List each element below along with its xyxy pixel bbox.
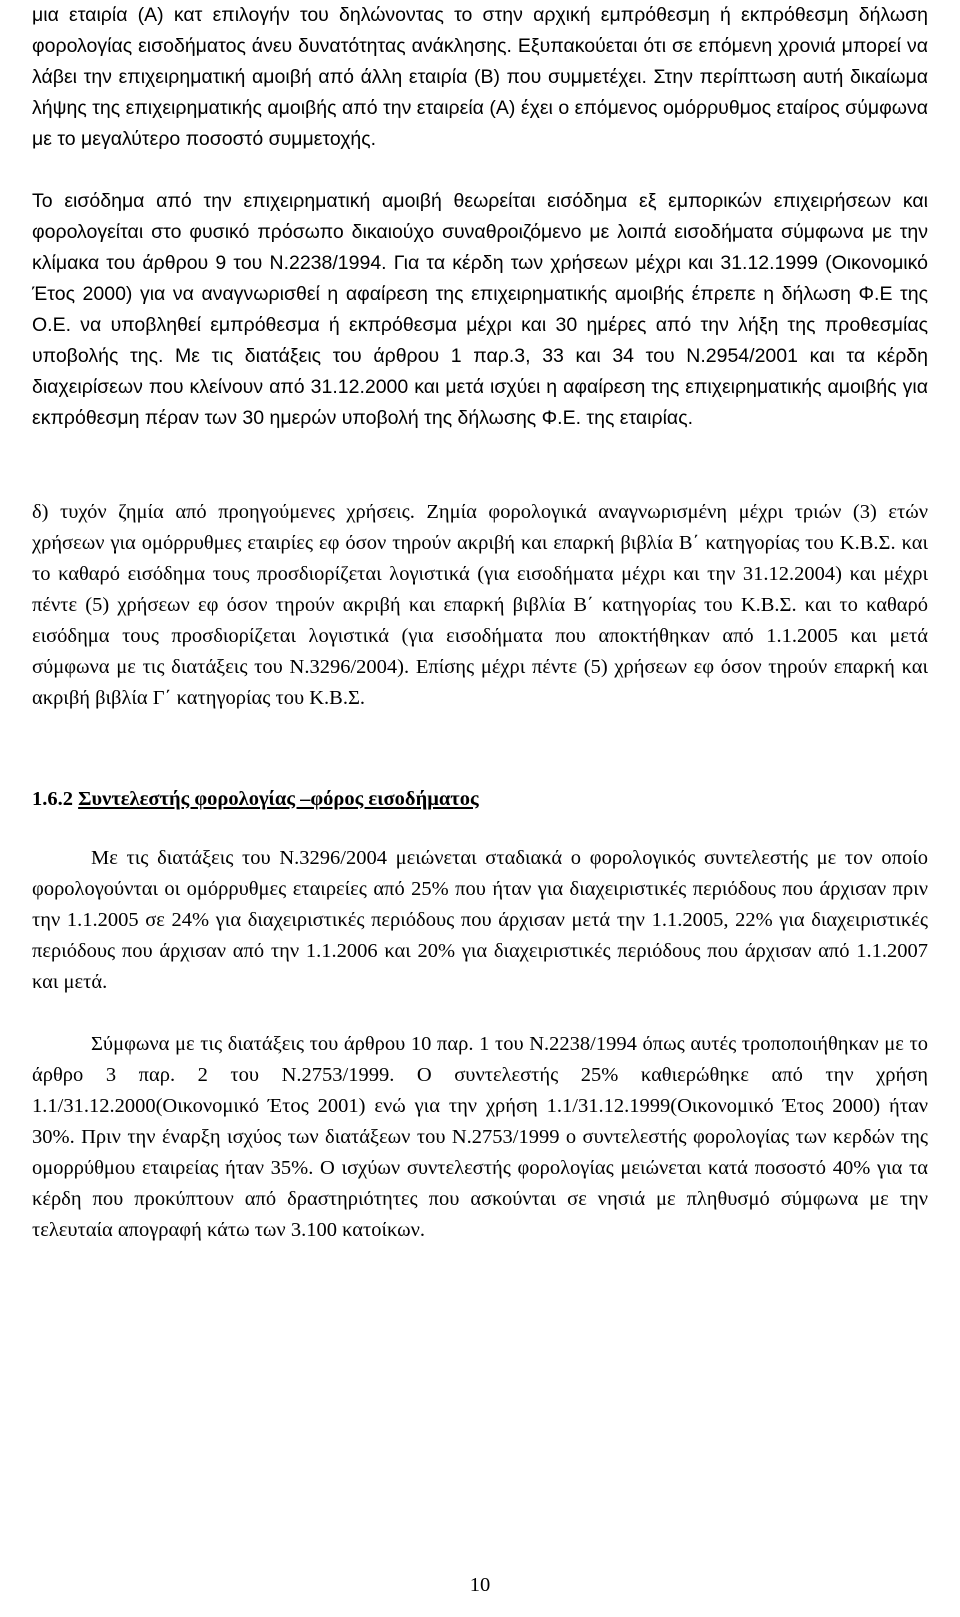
section-heading: [32, 784, 479, 815]
section-title: Συντελεστής φορολογίας –φόρος εισοδήματος: [78, 788, 479, 810]
paragraph-tax-rate-reduction: Με τις διατάξεις του Ν.3296/2004 μειώνεται σταδιακά ο φορολογικός συντελεστής με τον οποίο φορολογούνται οι ομόρρυθμες εταιρείες από 25% που ήταν για διαχειριστικές περιόδους που άρχισαν πριν την 1.1.2005 σε 24% για διαχειριστικές περιόδους που άρχισαν μετά την 1.1.2005, 22% για διαχειριστικές περιόδους που άρχισαν από την 1.1.2006 και 20% για διαχειριστικές περιόδους που άρχισαν από 1.1.2007 και μετά.: [32, 847, 928, 993]
document-page: [32, 0, 928, 1617]
paragraph-business-fee-election: μια εταιρία (Α) κατ επιλογήν του δηλώνοντας το στην αρχική εμπρόθεσμη ή εκπρόθεσμη δήλωση φορολογίας εισοδήματος άνευ δυνατότητας ανάκλησης. Εξυπακούεται ότι σε επόμενη χρονιά μπορεί να λάβει την επιχειρηματική αμοιβή από άλλη εταιρία (Β) που συμμετέχει. Στην περίπτωση αυτή δικαίωμα λήψης της επιχειρηματικής αμοιβής από την εταιρεία (Α) έχει ο επόμενος ομόρρυθμος εταίρος σύμφωνα με το μεγαλύτερο ποσοστό συμμετοχής.: [32, 4, 928, 150]
paragraph-prior-losses: δ) τυχόν ζημία από προηγούμενες χρήσεις. Ζημία φορολογικά αναγνωρισμένη μέχρι τριών (3) ετών χρήσεων για ομόρρυθμες εταιρίες εφ όσον τηρούν ακριβή και επαρκή βιβλία Β΄ κατηγορίας του Κ.Β.Σ. και το καθαρό εισόδημα τους προσδιορίζεται λογιστικά (για εισοδήματα μέχρι και την 31.12.2004) και μέχρι πέντε (5) χρήσεων εφ όσον τηρούν ακριβή και επαρκή βιβλία Β΄ κατηγορίας του Κ.Β.Σ. και το καθαρό εισόδημα τους προσδιορίζεται λογιστικά (για εισοδήματα που αποκτήθηκαν από 1.1.2005 και μετά σύμφωνα με τις διατάξεις του Ν.3296/2004). Επίσης μέχρι πέντε (5) χρήσεων εφ όσον τηρούν επαρκή και ακριβή βιβλία Γ΄ κατηγορίας του Κ.Β.Σ.: [32, 501, 928, 709]
section-number: 1.6.2: [32, 788, 73, 810]
paragraph-tax-rate-history: Σύμφωνα με τις διατάξεις του άρθρου 10 παρ. 1 του Ν.2238/1994 όπως αυτές τροποποιήθηκαν με το άρθρο 3 παρ. 2 του Ν.2753/1999. Ο συντελεστής 25% καθιερώθηκε από την χρήση 1.1/31.12.2000(Οικονομικό Έτος 2001) ενώ για την χρήση 1.1/31.12.1999(Οικονομικό Έτος 2000) ήταν 30%. Πριν την έναρξη ισχύος των διατάξεων του Ν.2753/1999 ο συντελεστής φορολογίας των κερδών της ομορρύθμου εταιρείας ήταν 35%. Ο ισχύων συντελεστής φορολογίας μειώνεται κατά ποσοστό 40% για τα κέρδη που προκύπτουν από δραστηριότητες που ασκούνται σε νησιά με πληθυσμό σύμφωνα με την τελευταία απογραφή κάτω των 3.100 κατοίκων.: [32, 1033, 928, 1241]
paragraph-business-fee-income: Το εισόδημα από την επιχειρηματική αμοιβή θεωρείται εισόδημα εξ εμπορικών επιχειρήσεων και φορολογείται στο φυσικό πρόσωπο δικαιούχο συναθροιζόμενο με λοιπά εισοδήματα σύμφωνα με την κλίμακα του άρθρου 9 του Ν.2238/1994. Για τα κέρδη των χρήσεων μέχρι και 31.12.1999 (Οικονομικό Έτος 2000) για να αναγνωρισθεί η αφαίρεση της επιχειρηματικής αμοιβής έπρεπε η δήλωση Φ.Ε της Ο.Ε. να υποβληθεί εμπρόθεσμα ή εκπρόθεσμα μέχρι και 30 ημέρες από την λήξη της προθεσμίας υποβολής της. Με τις διατάξεις του άρθρου 1 παρ.3, 33 και 34 του Ν.2954/2001 και τα κέρδη διαχειρίσεων που κλείνουν από 31.12.2000 και μετά ισχύει η αφαίρεση της επιχειρηματικής αμοιβής για εκπρόθεσμη πέραν των 30 ημερών υποβολή της δήλωσης Φ.Ε. της εταιρίας.: [32, 190, 928, 429]
page-number: 10: [469, 1574, 491, 1596]
